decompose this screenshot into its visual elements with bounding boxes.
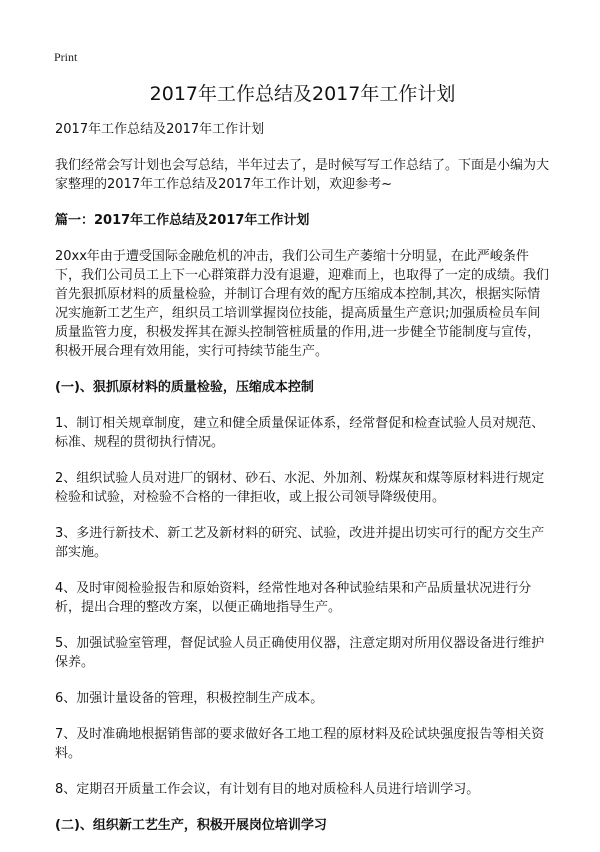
list-item: 7、及时准确地根据销售部的要求做好各工地工程的原材料及砼试块强度报告等相关资料。	[55, 727, 545, 761]
list-item: 6、加强计量设备的管理，积极控制生产成本。	[55, 691, 324, 706]
list-item: 2、组织试验人员对进厂的钢材、砂石、水泥、外加剂、粉煤灰和煤等原材料进行规定检验和试验，对检验不合格的一律拒收，或上报公司领导降级使用。	[55, 471, 545, 505]
intro-paragraph: 我们经常会写计划也会写总结，半年过去了，是时候写写工作总结了。下面是小编为大家整理的2017年工作总结及2017年工作计划，欢迎参考~	[55, 158, 550, 192]
subtitle: 2017年工作总结及2017年工作计划	[55, 122, 265, 137]
page-title: 2017年工作总结及2017年工作计划	[149, 83, 456, 105]
document-page	[55, 82, 550, 852]
print-link[interactable]: Print	[54, 50, 78, 64]
list-item: 4、及时审阅检验报告和原始资料，经常性地对各种试验结果和产品质量状况进行分析，提出合理的整改方案，以便正确地指导生产。	[55, 581, 532, 615]
list-item: 8、定期召开质量工作会议，有计划有目的地对质检科人员进行培训学习。	[55, 782, 480, 797]
subsection-heading-1: (一)、狠抓原材料的质量检验，压缩成本控制	[55, 380, 314, 395]
list-item: 5、加强试验室管理，督促试验人员正确使用仪器，注意定期对所用仪器设备进行维护保养。	[55, 636, 545, 670]
section-heading-1: 篇一：2017年工作总结及2017年工作计划	[55, 213, 310, 228]
section-paragraph-1: 20xx年由于遭受国际金融危机的冲击，我们公司生产萎缩十分明显，在此严峻条件下，我们公司员工上下一心群策群力没有退避，迎难而上，也取得了一定的成绩。我们首先狠抓原材料的质量检验，并制订合理有效的配方压缩成本控制,其次，根据实际情况实施新工艺生产，组织员工培训掌握岗位技能，提高质量生产意识;加强质检员车间质量监管力度，积极发挥其在源头控制管桩质量的作用,进一步健全节能制度与宣传，积极开展合理有效用能，实行可持续节能生产。	[55, 249, 550, 359]
list-item: 3、多进行新技术、新工艺及新材料的研究、试验，改进并提出切实可行的配方交生产部实施。	[55, 526, 545, 560]
subsection-heading-2: (二)、组织新工艺生产，积极开展岗位培训学习	[55, 818, 327, 833]
list-item: 1、制订相关规章制度，建立和健全质量保证体系，经常督促和检查试验人员对规范、标准、规程的贯彻执行情况。	[55, 416, 545, 450]
